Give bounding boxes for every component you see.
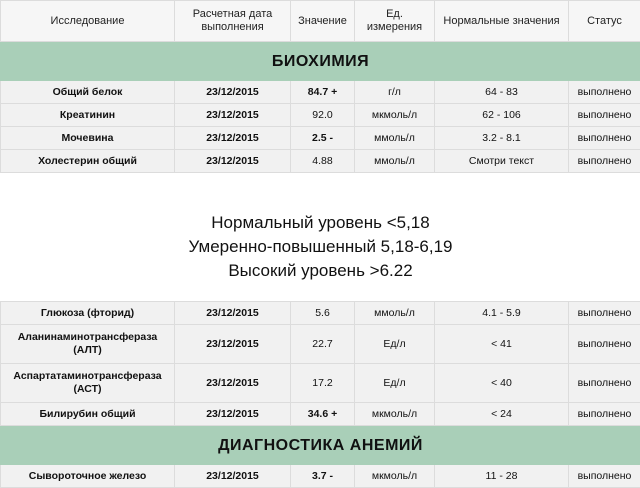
test-date: 23/12/2015: [175, 364, 291, 403]
test-date: 23/12/2015: [175, 127, 291, 150]
test-normal: 62 - 106: [435, 104, 569, 127]
test-date: 23/12/2015: [175, 302, 291, 325]
test-normal: < 40: [435, 364, 569, 403]
test-name: Общий белок: [1, 81, 175, 104]
header-date: Расчетная дата выполнения: [175, 1, 291, 42]
test-normal: 64 - 83: [435, 81, 569, 104]
test-normal: Смотри текст: [435, 150, 569, 173]
test-name: Мочевина: [1, 127, 175, 150]
test-date: 23/12/2015: [175, 403, 291, 426]
table-row: [1, 364, 640, 403]
test-name: Холестерин общий: [1, 150, 175, 173]
test-unit: ммоль/л: [355, 302, 435, 325]
table-row: [1, 302, 640, 325]
test-normal: 11 - 28: [435, 465, 569, 488]
test-name: Креатинин: [1, 104, 175, 127]
header-value: Значение: [291, 1, 355, 42]
test-status: выполнено: [569, 465, 640, 488]
test-status: выполнено: [569, 325, 640, 364]
header-unit: Ед. измерения: [355, 1, 435, 42]
test-status: выполнено: [569, 104, 640, 127]
table-row: [1, 403, 640, 426]
test-normal: 3.2 - 8.1: [435, 127, 569, 150]
test-name: Аспартатаминотрансфераза (АСТ): [1, 364, 175, 403]
test-value: 84.7 +: [291, 81, 355, 104]
table-row: [1, 81, 640, 104]
test-status: выполнено: [569, 364, 640, 403]
test-status: выполнено: [569, 81, 640, 104]
header-status: Статус: [569, 1, 640, 42]
note-line: Умеренно-повышенный 5,18-6,19: [3, 235, 638, 259]
note-line: Высокий уровень >6.22: [3, 259, 638, 283]
test-unit: мкмоль/л: [355, 465, 435, 488]
test-value: 4.88: [291, 150, 355, 173]
test-date: 23/12/2015: [175, 325, 291, 364]
test-name: Аланинаминотрансфераза (АЛТ): [1, 325, 175, 364]
test-unit: Ед/л: [355, 364, 435, 403]
test-unit: мкмоль/л: [355, 104, 435, 127]
section-title: БИОХИМИЯ: [1, 42, 640, 81]
test-name: Сывороточное железо: [1, 465, 175, 488]
test-value: 34.6 +: [291, 403, 355, 426]
test-date: 23/12/2015: [175, 150, 291, 173]
test-value: 92.0: [291, 104, 355, 127]
test-normal: 4.1 - 5.9: [435, 302, 569, 325]
table-row: [1, 127, 640, 150]
cholesterol-note: [1, 173, 640, 302]
section-anemia: [1, 426, 640, 465]
table-row: [1, 325, 640, 364]
cholesterol-note-row: [1, 173, 640, 302]
test-unit: мкмоль/л: [355, 403, 435, 426]
section-biochem: [1, 42, 640, 81]
header-normal: Нормальные значения: [435, 1, 569, 42]
test-status: выполнено: [569, 127, 640, 150]
test-status: выполнено: [569, 302, 640, 325]
test-name: Билирубин общий: [1, 403, 175, 426]
test-unit: Ед/л: [355, 325, 435, 364]
test-normal: < 41: [435, 325, 569, 364]
test-status: выполнено: [569, 150, 640, 173]
test-value: 2.5 -: [291, 127, 355, 150]
test-value: 17.2: [291, 364, 355, 403]
test-unit: ммоль/л: [355, 150, 435, 173]
header-row: [1, 1, 640, 42]
test-value: 5.6: [291, 302, 355, 325]
test-value: 3.7 -: [291, 465, 355, 488]
test-unit: ммоль/л: [355, 127, 435, 150]
section-title: ДИАГНОСТИКА АНЕМИЙ: [1, 426, 640, 465]
test-date: 23/12/2015: [175, 465, 291, 488]
test-date: 23/12/2015: [175, 104, 291, 127]
test-status: выполнено: [569, 403, 640, 426]
test-name: Глюкоза (фторид): [1, 302, 175, 325]
test-normal: < 24: [435, 403, 569, 426]
note-line: Нормальный уровень <5,18: [3, 211, 638, 235]
table-row: [1, 150, 640, 173]
header-test: Исследование: [1, 1, 175, 42]
test-unit: г/л: [355, 81, 435, 104]
test-date: 23/12/2015: [175, 81, 291, 104]
test-value: 22.7: [291, 325, 355, 364]
table-row: [1, 104, 640, 127]
